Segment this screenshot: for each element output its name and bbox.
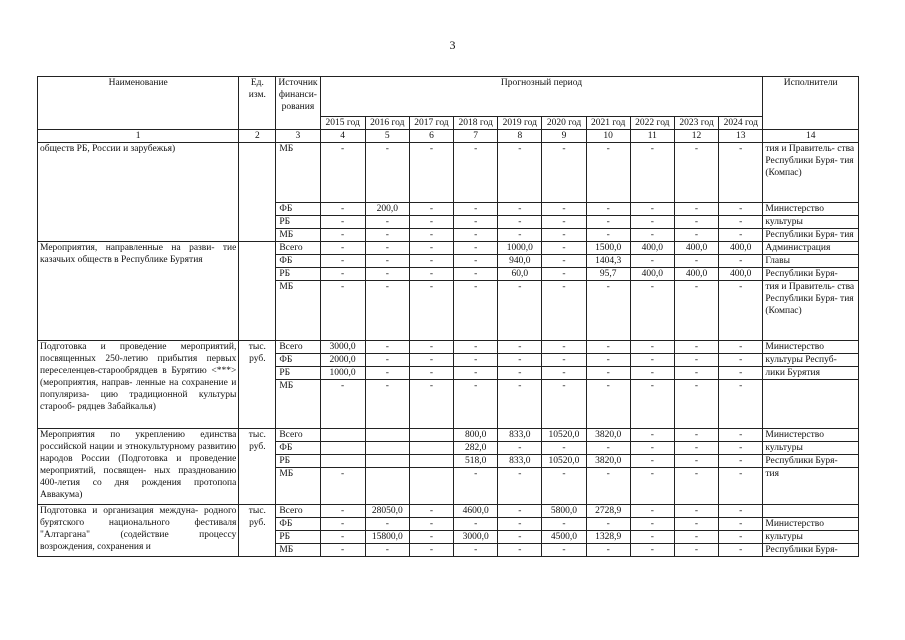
value-cell: - — [719, 367, 763, 380]
table-row — [38, 341, 859, 354]
value-cell: 2728,9 — [586, 505, 630, 518]
value-cell: - — [320, 505, 365, 518]
value-cell: - — [586, 341, 630, 354]
value-cell: - — [630, 544, 674, 557]
value-cell: - — [542, 468, 586, 505]
value-cell: 2000,0 — [320, 354, 365, 367]
value-cell: 800,0 — [454, 429, 498, 442]
value-cell: - — [630, 442, 674, 455]
funding-source: МБ — [276, 380, 320, 429]
value-cell: - — [630, 281, 674, 341]
value-cell: - — [586, 518, 630, 531]
table-row — [38, 242, 859, 255]
table-row — [38, 429, 859, 442]
column-number: 14 — [763, 130, 859, 143]
column-number: 12 — [674, 130, 718, 143]
value-cell: 518,0 — [454, 455, 498, 468]
executor-cell: Министерство — [763, 429, 859, 442]
value-cell: - — [630, 505, 674, 518]
executor-cell: тия и Правитель- ства Республики Буря- тия (Компас) — [763, 281, 859, 341]
executor-cell — [763, 380, 859, 429]
value-cell: - — [498, 229, 542, 242]
value-cell: - — [674, 216, 718, 229]
value-cell: - — [719, 429, 763, 442]
value-cell: 400,0 — [674, 242, 718, 255]
value-cell — [409, 455, 453, 468]
value-cell: - — [674, 505, 718, 518]
value-cell: 15800,0 — [365, 531, 409, 544]
value-cell: 95,7 — [586, 268, 630, 281]
value-cell: - — [719, 505, 763, 518]
value-cell: - — [719, 468, 763, 505]
value-cell: - — [498, 505, 542, 518]
value-cell: 5800,0 — [542, 505, 586, 518]
value-cell: - — [454, 203, 498, 216]
value-cell: - — [365, 354, 409, 367]
value-cell: - — [409, 242, 453, 255]
year-header: 2020 год — [542, 117, 586, 130]
header-period: Прогнозный период — [320, 77, 763, 117]
value-cell: - — [630, 455, 674, 468]
year-header: 2016 год — [365, 117, 409, 130]
value-cell: - — [409, 380, 453, 429]
value-cell: 3000,0 — [320, 341, 365, 354]
value-cell: - — [320, 468, 365, 505]
value-cell: - — [365, 518, 409, 531]
value-cell: - — [719, 380, 763, 429]
executor-cell: тия — [763, 468, 859, 505]
funding-source: ФБ — [276, 255, 320, 268]
value-cell: - — [409, 354, 453, 367]
value-cell: - — [674, 544, 718, 557]
value-cell: 10520,0 — [542, 429, 586, 442]
funding-source: Всего — [276, 505, 320, 518]
value-cell: - — [498, 143, 542, 203]
column-number: 1 — [38, 130, 239, 143]
value-cell: - — [454, 268, 498, 281]
value-cell: - — [498, 518, 542, 531]
year-header: 2021 год — [586, 117, 630, 130]
value-cell: 400,0 — [674, 268, 718, 281]
value-cell: - — [630, 531, 674, 544]
value-cell: - — [365, 229, 409, 242]
item-name: Подготовка и проведение мероприятий, посвященных 250-летию прибытия первых переселенцев-старообрядцев в Бурятию <***> (мероприятия, направ- ленные на сохранение и популяриза- цию традиционной культуры старооб- рядцев Забайкалья) — [38, 341, 239, 429]
executor-cell: Республики Буря- — [763, 544, 859, 557]
value-cell: - — [630, 518, 674, 531]
value-cell: - — [454, 216, 498, 229]
value-cell: - — [498, 367, 542, 380]
value-cell: - — [674, 341, 718, 354]
column-number: 5 — [365, 130, 409, 143]
value-cell: - — [542, 544, 586, 557]
value-cell: 1500,0 — [586, 242, 630, 255]
funding-source: ФБ — [276, 518, 320, 531]
value-cell: - — [674, 468, 718, 505]
value-cell: - — [409, 281, 453, 341]
value-cell: - — [409, 367, 453, 380]
value-cell: - — [320, 544, 365, 557]
funding-source: МБ — [276, 143, 320, 203]
item-unit — [239, 242, 276, 341]
value-cell: - — [320, 229, 365, 242]
funding-source: МБ — [276, 229, 320, 242]
value-cell: - — [542, 281, 586, 341]
value-cell: - — [542, 229, 586, 242]
executor-cell: культуры — [763, 531, 859, 544]
table-row — [38, 505, 859, 518]
value-cell: - — [409, 143, 453, 203]
value-cell: - — [674, 429, 718, 442]
value-cell — [365, 442, 409, 455]
value-cell: - — [498, 380, 542, 429]
executor-cell: тия и Правитель- ства Республики Буря- тия (Компас) — [763, 143, 859, 203]
item-name: Подготовка и организация междуна- родного бурятского национального фестиваля "Алтаргана" (содействие процессу возрождения, сохранения и — [38, 505, 239, 557]
item-unit: тыс. руб. — [239, 505, 276, 557]
value-cell: - — [498, 216, 542, 229]
item-name: Мероприятия, направленные на разви- тие казачьих обществ в Республике Бурятия — [38, 242, 239, 341]
value-cell: - — [630, 143, 674, 203]
value-cell: - — [320, 268, 365, 281]
year-header: 2022 год — [630, 117, 674, 130]
value-cell: - — [630, 216, 674, 229]
value-cell — [320, 442, 365, 455]
value-cell: - — [674, 455, 718, 468]
year-header: 2019 год — [498, 117, 542, 130]
header-source: Источник финанси- рования — [276, 77, 320, 130]
value-cell: 940,0 — [498, 255, 542, 268]
value-cell: - — [719, 229, 763, 242]
executor-cell: Министерство — [763, 203, 859, 216]
value-cell: - — [454, 341, 498, 354]
value-cell: - — [409, 255, 453, 268]
value-cell: - — [542, 255, 586, 268]
value-cell: 1000,0 — [320, 367, 365, 380]
value-cell: - — [365, 281, 409, 341]
value-cell: - — [320, 255, 365, 268]
table-row — [38, 143, 859, 203]
value-cell: - — [630, 203, 674, 216]
funding-source: Всего — [276, 242, 320, 255]
column-number: 10 — [586, 130, 630, 143]
executor-cell: Министерство — [763, 518, 859, 531]
value-cell: - — [320, 531, 365, 544]
value-cell: - — [586, 468, 630, 505]
funding-source: ФБ — [276, 442, 320, 455]
value-cell: 60,0 — [498, 268, 542, 281]
value-cell: - — [365, 544, 409, 557]
value-cell: - — [674, 281, 718, 341]
value-cell: - — [674, 255, 718, 268]
funding-source: ФБ — [276, 354, 320, 367]
value-cell: - — [542, 216, 586, 229]
value-cell: - — [409, 531, 453, 544]
year-header: 2017 год — [409, 117, 453, 130]
value-cell: - — [719, 216, 763, 229]
value-cell: - — [630, 341, 674, 354]
value-cell: 10520,0 — [542, 455, 586, 468]
financing-table — [37, 76, 859, 557]
value-cell: 3820,0 — [586, 455, 630, 468]
value-cell: - — [365, 216, 409, 229]
value-cell: - — [409, 216, 453, 229]
item-unit: тыс. руб. — [239, 341, 276, 429]
value-cell: - — [719, 255, 763, 268]
value-cell: - — [409, 544, 453, 557]
executor-cell: Главы — [763, 255, 859, 268]
value-cell: - — [674, 229, 718, 242]
funding-source: РБ — [276, 367, 320, 380]
value-cell: - — [320, 216, 365, 229]
column-number: 11 — [630, 130, 674, 143]
funding-source: ФБ — [276, 203, 320, 216]
executor-cell: Администрация — [763, 242, 859, 255]
value-cell — [365, 468, 409, 505]
value-cell — [365, 455, 409, 468]
executor-cell: культуры — [763, 442, 859, 455]
value-cell: - — [454, 281, 498, 341]
value-cell: - — [674, 354, 718, 367]
value-cell: - — [586, 544, 630, 557]
header-unit: Ед. изм. — [239, 77, 276, 130]
funding-source: РБ — [276, 531, 320, 544]
value-cell: - — [498, 354, 542, 367]
value-cell: - — [454, 518, 498, 531]
value-cell: - — [542, 242, 586, 255]
funding-source: РБ — [276, 455, 320, 468]
value-cell — [320, 455, 365, 468]
value-cell: - — [630, 380, 674, 429]
funding-source: РБ — [276, 216, 320, 229]
executor-cell: культуры Респуб- — [763, 354, 859, 367]
value-cell: - — [674, 367, 718, 380]
page-number: 3 — [449, 38, 456, 52]
funding-source: Всего — [276, 429, 320, 442]
value-cell: - — [498, 281, 542, 341]
value-cell: - — [409, 203, 453, 216]
value-cell: - — [674, 143, 718, 203]
value-cell: - — [630, 229, 674, 242]
column-number: 9 — [542, 130, 586, 143]
value-cell: - — [674, 203, 718, 216]
column-number: 6 — [409, 130, 453, 143]
value-cell: - — [586, 380, 630, 429]
value-cell: - — [320, 242, 365, 255]
item-name: Мероприятия по укреплению единства российской нации и этнокультурному развитию народов России (Подготовка и проведение мероприятий, посвящен- ных празднованию 400-летия со дня рождения протопопа Аввакума) — [38, 429, 239, 505]
value-cell: - — [409, 268, 453, 281]
item-unit: тыс. руб. — [239, 429, 276, 505]
value-cell: - — [586, 442, 630, 455]
value-cell: 833,0 — [498, 455, 542, 468]
funding-source: МБ — [276, 544, 320, 557]
year-header: 2018 год — [454, 117, 498, 130]
executor-cell: Республики Буря- тия — [763, 229, 859, 242]
value-cell: 4500,0 — [542, 531, 586, 544]
value-cell: - — [498, 341, 542, 354]
value-cell: - — [719, 544, 763, 557]
value-cell: - — [674, 531, 718, 544]
value-cell: - — [454, 544, 498, 557]
value-cell: 200,0 — [365, 203, 409, 216]
funding-source: РБ — [276, 268, 320, 281]
value-cell: - — [719, 281, 763, 341]
header-name: Наименование — [38, 77, 239, 130]
funding-source: МБ — [276, 281, 320, 341]
value-cell: - — [498, 531, 542, 544]
value-cell: - — [409, 341, 453, 354]
column-number: 7 — [454, 130, 498, 143]
value-cell: - — [498, 203, 542, 216]
value-cell: - — [586, 216, 630, 229]
value-cell: - — [586, 354, 630, 367]
value-cell: - — [586, 203, 630, 216]
value-cell: - — [719, 354, 763, 367]
value-cell: - — [630, 255, 674, 268]
value-cell: - — [542, 203, 586, 216]
value-cell: - — [630, 429, 674, 442]
value-cell: - — [542, 380, 586, 429]
value-cell: - — [454, 242, 498, 255]
executor-cell: Республики Буря- — [763, 455, 859, 468]
value-cell: 4600,0 — [454, 505, 498, 518]
column-number: 2 — [239, 130, 276, 143]
column-number: 4 — [320, 130, 365, 143]
value-cell: - — [320, 203, 365, 216]
value-cell — [320, 429, 365, 442]
value-cell: - — [454, 143, 498, 203]
value-cell: - — [586, 143, 630, 203]
value-cell: - — [320, 143, 365, 203]
value-cell: - — [498, 468, 542, 505]
value-cell: - — [719, 203, 763, 216]
value-cell: - — [409, 229, 453, 242]
value-cell: - — [409, 505, 453, 518]
value-cell: - — [454, 255, 498, 268]
column-number: 13 — [719, 130, 763, 143]
value-cell: 1328,9 — [586, 531, 630, 544]
value-cell: - — [586, 229, 630, 242]
value-cell: - — [365, 380, 409, 429]
value-cell — [409, 442, 453, 455]
value-cell — [365, 429, 409, 442]
value-cell: 400,0 — [630, 268, 674, 281]
value-cell: - — [365, 367, 409, 380]
value-cell: 833,0 — [498, 429, 542, 442]
value-cell: - — [498, 442, 542, 455]
value-cell: 3000,0 — [454, 531, 498, 544]
value-cell: - — [674, 380, 718, 429]
value-cell — [409, 429, 453, 442]
value-cell: - — [630, 354, 674, 367]
executor-cell — [763, 505, 859, 518]
value-cell: 3820,0 — [586, 429, 630, 442]
value-cell: - — [719, 143, 763, 203]
year-header: 2015 год — [320, 117, 365, 130]
executor-cell: Министерство — [763, 341, 859, 354]
value-cell: - — [365, 255, 409, 268]
value-cell: - — [630, 468, 674, 505]
value-cell — [409, 468, 453, 505]
value-cell: - — [320, 380, 365, 429]
executor-cell: культуры — [763, 216, 859, 229]
funding-source: Всего — [276, 341, 320, 354]
year-header: 2024 год — [719, 117, 763, 130]
value-cell: - — [719, 455, 763, 468]
value-cell: - — [320, 518, 365, 531]
value-cell: - — [719, 531, 763, 544]
value-cell: - — [542, 268, 586, 281]
value-cell: - — [542, 442, 586, 455]
value-cell: - — [586, 367, 630, 380]
value-cell: - — [542, 341, 586, 354]
value-cell: 400,0 — [630, 242, 674, 255]
value-cell: - — [719, 341, 763, 354]
value-cell: - — [630, 367, 674, 380]
value-cell: - — [365, 341, 409, 354]
column-number: 8 — [498, 130, 542, 143]
executor-cell: Республики Буря- — [763, 268, 859, 281]
value-cell: 400,0 — [719, 268, 763, 281]
value-cell: - — [454, 468, 498, 505]
value-cell: - — [454, 367, 498, 380]
value-cell: - — [719, 442, 763, 455]
value-cell: - — [542, 143, 586, 203]
value-cell: - — [674, 442, 718, 455]
value-cell: - — [365, 143, 409, 203]
value-cell: - — [586, 281, 630, 341]
item-unit — [239, 143, 276, 242]
header-executors: Исполнители — [763, 77, 859, 130]
year-header: 2023 год — [674, 117, 718, 130]
value-cell: - — [674, 518, 718, 531]
value-cell: - — [409, 518, 453, 531]
value-cell: - — [719, 518, 763, 531]
value-cell: - — [454, 380, 498, 429]
executor-cell: лики Бурятия — [763, 367, 859, 380]
value-cell: 400,0 — [719, 242, 763, 255]
funding-source: МБ — [276, 468, 320, 505]
value-cell: - — [365, 242, 409, 255]
value-cell: - — [320, 281, 365, 341]
value-cell: - — [365, 268, 409, 281]
value-cell: 1404,3 — [586, 255, 630, 268]
value-cell: - — [542, 354, 586, 367]
value-cell: - — [454, 354, 498, 367]
value-cell: - — [542, 367, 586, 380]
item-name: обществ РБ, России и зарубежья) — [38, 143, 239, 242]
value-cell: - — [542, 518, 586, 531]
value-cell: 1000,0 — [498, 242, 542, 255]
value-cell: - — [498, 544, 542, 557]
value-cell: - — [454, 229, 498, 242]
column-number: 3 — [276, 130, 320, 143]
value-cell: 28050,0 — [365, 505, 409, 518]
value-cell: 282,0 — [454, 442, 498, 455]
